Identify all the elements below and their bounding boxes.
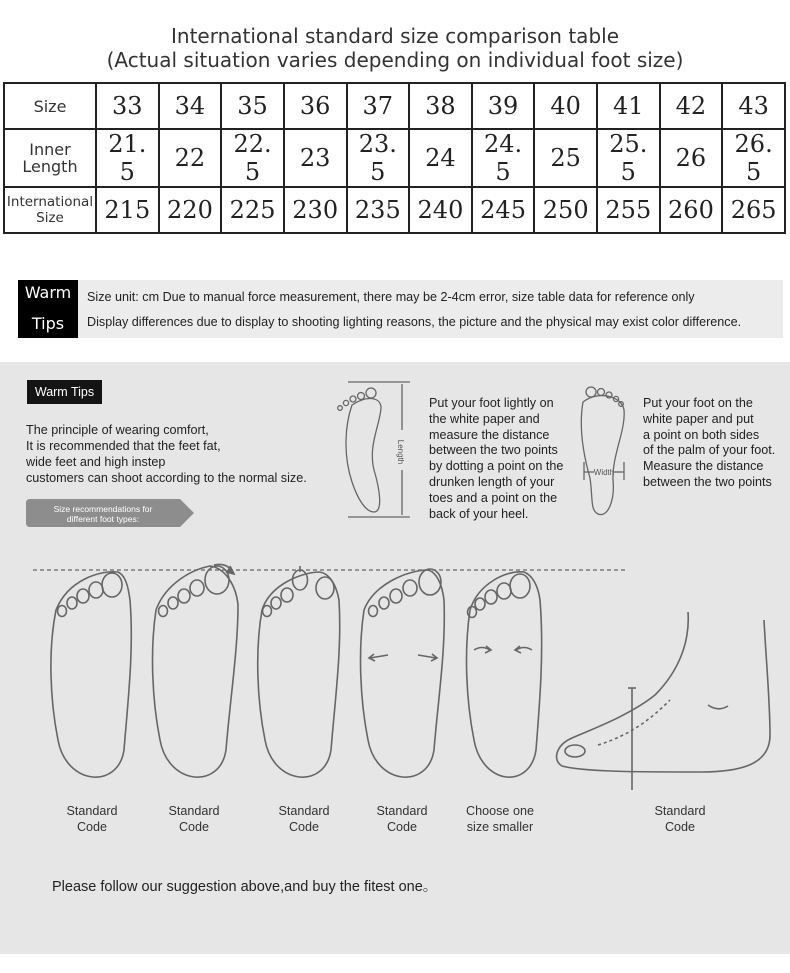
table-cell: 36 — [284, 83, 347, 129]
table-cell: 25. 5 — [597, 129, 660, 187]
caption-line: Code — [76, 819, 108, 834]
width-instructions — [643, 396, 775, 491]
instruction-line: by dotting a point on the — [429, 459, 564, 474]
size-recommendation-line: different foot types: — [66, 514, 140, 524]
table-cell: 250 — [534, 187, 597, 233]
row-header-line: Size — [36, 210, 64, 226]
instruction-line: the white paper and — [429, 411, 540, 426]
caption-line: Standard — [278, 804, 330, 818]
foot-caption — [357, 804, 447, 836]
table-cell: 37 — [347, 83, 410, 129]
table-cell: 240 — [409, 187, 472, 233]
size-recommendation-pill — [26, 497, 194, 529]
table-cell: 42 — [660, 83, 723, 129]
table-cell: 25 — [534, 129, 597, 187]
table-cell: 23. 5 — [347, 129, 410, 187]
length-label: Length — [396, 439, 405, 465]
table-cell: 260 — [660, 187, 723, 233]
caption-line: size smaller — [466, 819, 534, 834]
row-header-line: Length — [22, 157, 78, 176]
warm-tip-text: Display differences due to display to shooting lighting reasons, the picture and the physical may exist color difference. — [87, 315, 742, 329]
instruction-line: Put your foot on the — [643, 396, 753, 410]
table-cell: 220 — [159, 187, 222, 233]
foot-caption — [149, 804, 239, 836]
table-cell: 255 — [597, 187, 660, 233]
table-cell: 215 — [96, 187, 159, 233]
table-cell: 230 — [284, 187, 347, 233]
table-cell: 265 — [722, 187, 785, 233]
length-instructions — [429, 396, 563, 522]
instruction-line: Measure the distance — [643, 459, 764, 474]
foot-shape-3 — [258, 566, 340, 777]
table-cell: 41 — [597, 83, 660, 129]
table-cell: 22 — [159, 129, 222, 187]
caption-line: Code — [386, 819, 418, 834]
instruction-line: drunken length of your — [429, 474, 555, 489]
instruction-line: of the palm of your foot. — [643, 443, 776, 458]
table-cell: 35 — [221, 83, 284, 129]
instruction-line: a point on both sides — [643, 427, 760, 442]
width-label: Width — [593, 468, 615, 477]
foot-shape-2 — [153, 564, 238, 777]
page-subtitle: (Actual situation varies depending on individual foot size) — [106, 48, 684, 72]
caption-line: Standard — [168, 804, 220, 818]
foot-caption — [259, 804, 349, 836]
caption-line: Standard — [654, 804, 706, 818]
instruction-line: between the two points — [429, 443, 558, 458]
principle-line: wide feet and high instep — [26, 455, 166, 469]
foot-side-view — [557, 612, 770, 790]
instruction-line: between the two points — [643, 474, 772, 489]
instruction-line: back of your heel. — [429, 506, 529, 521]
caption-line: Code — [664, 819, 696, 834]
principle-line: The principle of wearing comfort, — [26, 423, 209, 437]
instruction-line: Put your foot lightly on — [429, 396, 554, 410]
size-recommendation-line: Size recommendations for — [53, 504, 153, 514]
warm-tips-label-line: Tips — [31, 314, 65, 333]
principle-line: It is recommended that the feet fat, — [26, 439, 221, 453]
footer-suggestion: Please follow our suggestion above,and buy the fitest one。 — [52, 879, 438, 895]
caption-line: Choose one — [466, 804, 534, 818]
guide-warm-tips-badge: Warm Tips — [27, 380, 102, 404]
foot-shape-4 — [361, 569, 445, 777]
width-measure-icon — [581, 387, 624, 515]
table-cell: 225 — [221, 187, 284, 233]
instruction-line: white paper and put — [643, 411, 754, 426]
warm-tip-text: Size unit: cm Due to manual force measurement, there may be 2-4cm error, size table data for reference only — [87, 290, 695, 304]
table-cell: 34 — [159, 83, 222, 129]
row-header-size: Size — [4, 83, 96, 129]
caption-line: Standard — [66, 804, 118, 818]
table-cell: 22. 5 — [221, 129, 284, 187]
table-cell: 24. 5 — [472, 129, 535, 187]
foot-shape-5 — [467, 572, 542, 777]
table-cell: 24 — [409, 129, 472, 187]
page-title: International standard size comparison table — [171, 24, 619, 48]
table-cell: 26 — [660, 129, 723, 187]
table-cell: 26. 5 — [722, 129, 785, 187]
foot-caption — [455, 804, 545, 836]
foot-shape-1 — [51, 572, 131, 777]
table-cell: 39 — [472, 83, 535, 129]
table-cell: 21. 5 — [96, 129, 159, 187]
instruction-line: toes and a point on the — [429, 490, 558, 505]
row-header-line: International — [6, 194, 94, 210]
table-cell: 23 — [284, 129, 347, 187]
table-cell: 235 — [347, 187, 410, 233]
instruction-line: measure the distance — [429, 427, 550, 442]
caption-line: Code — [178, 819, 210, 834]
foot-caption — [47, 804, 137, 836]
caption-line: Standard — [376, 804, 428, 818]
warm-tips-label-line: Warm — [24, 283, 72, 302]
table-cell: 38 — [409, 83, 472, 129]
principle-line: customers can shoot according to the normal size. — [26, 471, 307, 485]
table-cell: 33 — [96, 83, 159, 129]
row-header-line: Inner — [29, 140, 71, 159]
caption-line: Code — [288, 819, 320, 834]
table-cell: 245 — [472, 187, 535, 233]
foot-caption — [635, 804, 725, 836]
size-recommendation-text — [48, 504, 158, 524]
table-cell: 43 — [722, 83, 785, 129]
table-cell: 40 — [534, 83, 597, 129]
